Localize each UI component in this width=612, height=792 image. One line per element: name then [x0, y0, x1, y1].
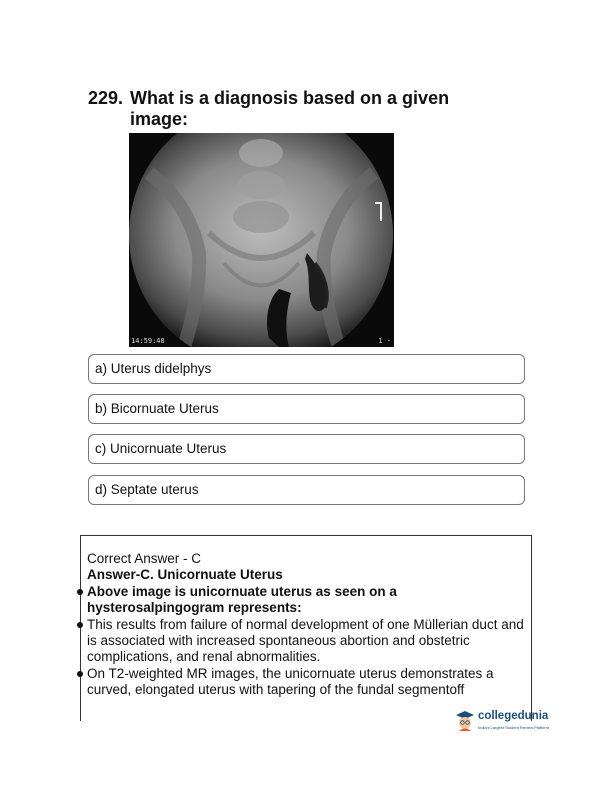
logo-tagline: India's Largest Student Review Platform [478, 725, 550, 730]
answer-bullet-3-text: On T2-weighted MR images, the unicornuate uterus demonstrates a curved, elongated uterus with tapering of the fundal segmentoff [87, 665, 494, 698]
collegedunia-logo [454, 709, 572, 737]
answer-bullet-2-text: This results from failure of normal development of one Müllerian duct and is associated with increased spontaneous abortion and obstetric complications, and renal abnormalities. [87, 616, 524, 665]
correct-answer-line: Correct Answer - C [87, 551, 202, 566]
option-b[interactable]: b) Bicornuate Uterus [88, 394, 525, 424]
hysterosalpingogram-image [129, 133, 394, 347]
answer-bullet-3 [87, 666, 525, 699]
question-heading [88, 88, 508, 130]
image-timestamp: 14:59:48 [131, 337, 165, 345]
bullet-dot [77, 671, 83, 677]
answer-bullet-1-text: Above image is unicornuate uterus as seen on a hysterosalpingogram represents: [87, 583, 397, 616]
answer-bullet-2 [87, 617, 525, 666]
question-text: What is a diagnosis based on a given image: [130, 88, 450, 129]
option-c[interactable]: c) Unicornuate Uterus [88, 434, 525, 464]
answer-heading: Answer-C. Unicornuate Uterus [87, 567, 283, 583]
option-a[interactable]: a) Uterus didelphys [88, 354, 525, 384]
bullet-dot [77, 589, 83, 595]
option-d[interactable]: d) Septate uterus [88, 475, 525, 505]
bullet-dot [77, 622, 83, 628]
graduate-mascot-icon [454, 709, 476, 733]
image-corner-mark: 1 - [378, 337, 391, 345]
question-number: 229. [88, 88, 124, 108]
logo-name: collegedunia [478, 710, 549, 722]
answer-bullet-1 [87, 584, 525, 617]
answer-box [80, 535, 532, 721]
